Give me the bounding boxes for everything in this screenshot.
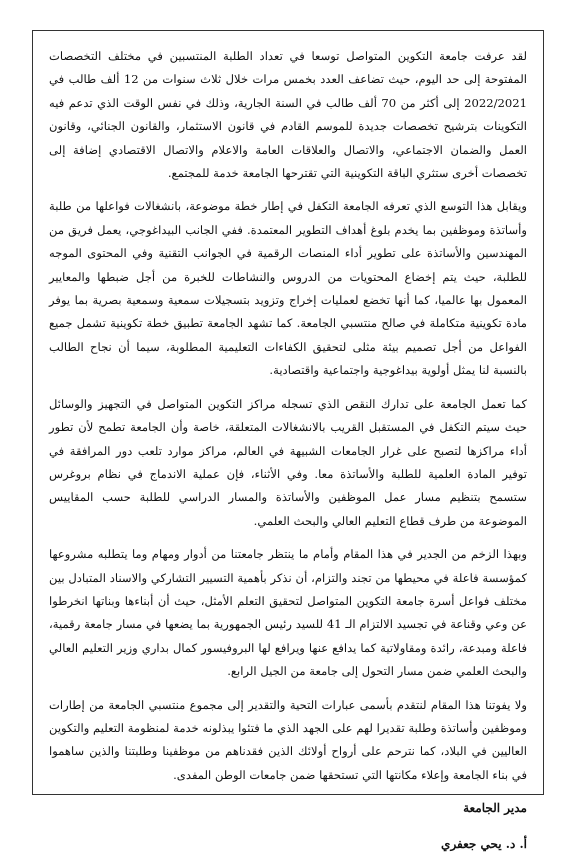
paragraph-3: كما تعمل الجامعة على تدارك النقص الذي تسجله مراكز التكوين المتواصل في التجهيز والوسائل حيث سيتم التكفل في المستقبل القريب بالانشغالات المتعلقة، خاصة وأن الجامعة تطمح لأن تطور أداء مراكزها لتصبح على غرار الجامعات الشبيهة في العالم، مراكز موارد تلعب دور المرافقة في توفير المادة العلمية للطلبة والأساتذة معا. وفي الأثناء، فإن عملية الاندماج في نظام بروغرس ستسمح بتنظيم مسار عمل الموظفين والأساتذة والمسار الدراسي للطلبة حسب المقاييس الموضوعة من طرف قطاع التعليم العالي والبحث العلمي. — [49, 396, 527, 528]
signature-block — [49, 797, 527, 855]
paragraph-2: ويقابل هذا التوسع الذي تعرفه الجامعة التكفل في إطار خطة موضوعة، بانشغالات فواعلها من طلبة وأساتذة وموظفين بما يخدم بلوغ أهداف التطوير المعتمدة. ففي الجانب البيداغوجي، يعمل فريق من المهندسين والأساتذة على تطوير أداء المنصات الرقمية في الجوانب التقنية وفي المحتوى الموجه للطلبة، حيث يتم إخضاع المحتويات من الدروس والنشاطات للخبرة من أجل ضبطها والمعايير المعمول بها عالميا، كما أنها تخضع لعمليات إخراج وتزويد بتسجيلات سمعية وسمعية بصرية بما يوفر مادة تكوينية متكاملة في صالح منتسبي الجامعة. كما تشهد الجامعة تطبيق خطة تكوينية تشمل جميع الفواعل من أجل تصميم بيئة مثلى لتحقيق الكفاءات التعليمية المطلوبة، سيما أن نجاح الطالب بالنسبة لنا يمثل أولوية بيداغوجية واجتماعية واقتصادية. — [49, 199, 527, 378]
document-page — [32, 30, 544, 852]
paragraph-1: لقد عرفت جامعة التكوين المتواصل توسعا في تعداد الطلبة المنتسبين في مختلف التخصصات المفتوحة إلى حد اليوم، حيث تضاعف العدد بخمس مرات خلال ثلاث سنوات من 12 ألف طالب في 2022/2021 إلى أكثر من 70 ألف طالب في السنة الجارية، وذلك في نفس الوقت الذي تدعم فيه التكوينات بترشيح تخصصات جديدة للموسم القادم في قانون الاستثمار، والقانون الجنائي، وقانون العمل والضمان الاجتماعي، والاتصال والعلاقات العامة والاعلام والاتصال الاقتصادي إضافة إلى تخصصات أخرى ستثري الباقة التكوينية التي تقترحها الجامعة خدمة للمجتمع. — [49, 49, 527, 181]
signature-title: مدير الجامعة — [463, 801, 527, 816]
paragraph-4: وبهذا الزخم من الجدير في هذا المقام وأمام ما ينتظر جامعتنا من أدوار ومهام وما يتطلبه مشروعها كمؤسسة فاعلة في محيطها من تجند والتزام، أن نذكر بأهمية التسيير التشاركي والاسناد المتبادل بين مختلف فواعل أسرة جامعة التكوين المتواصل لتحقيق التعلم الأمثل، حيث أن أبناءها وبناتها انخرطوا عن وعي وقناعة في تجسيد الالتزام الـ 41 للسيد رئيس الجمهورية بما يضعها في مسار جامعة رقمية، فاعلة ومبدعة، رائدة ومقاولاتية كما يدافع عنها ويرافع لها البروفيسور كمال بداري وزير التعليم العالي والبحث العلمي ضمن مسار التحول إلى جامعة من الجيل الرابع. — [49, 547, 527, 679]
signature-name: أ. د. يحي جعفري — [441, 837, 527, 852]
paragraph-5: ولا يفوتنا هذا المقام لنتقدم بأسمى عبارات التحية والتقدير إلى مجموع منتسبي الجامعة من إطارات وموظفين وأساتذة وطلبة تقديرا لهم على الجهد الذي ما فتئوا يبذلونه خدمة لمنظومة التعليم والتكوين العاليين في البلاد، كما نترحم على أرواح أولائك الذين فقدناهم من موظفينا وطلبتنا والذين ساهموا في بناء الجامعة وإعلاء مكانتها التي تستحقها ضمن جامعات الوطن المفدى. — [49, 697, 527, 782]
